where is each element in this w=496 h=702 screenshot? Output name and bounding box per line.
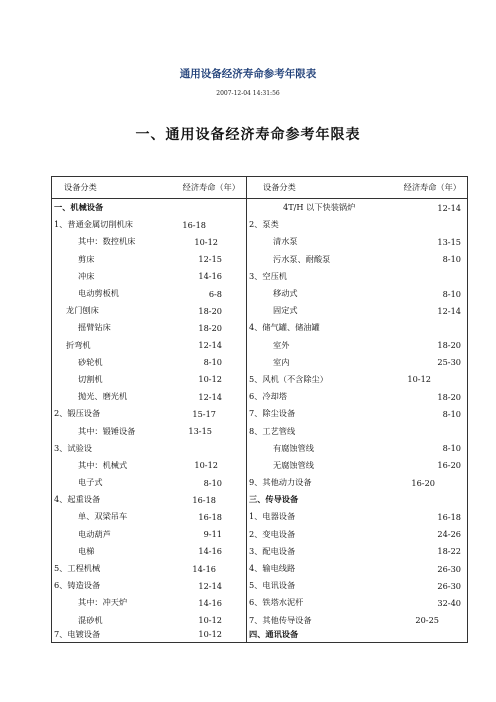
right-equipment-name: 污水泵、耐酸泵 xyxy=(273,253,331,264)
left-life-years: 8-10 xyxy=(203,357,222,368)
left-equipment-name: 其中：锻锤设备 xyxy=(78,425,136,436)
right-equipment-name: 四、通讯设备 xyxy=(249,628,299,639)
left-equipment-name: 6、铸造设备 xyxy=(54,580,101,591)
right-equipment-name: 3、配电设备 xyxy=(249,545,296,556)
header-right-cell xyxy=(247,177,468,199)
left-cell xyxy=(52,560,247,577)
table-row xyxy=(52,612,468,629)
right-cell xyxy=(247,474,468,491)
left-life-years: 15-17 xyxy=(192,408,216,419)
right-cell xyxy=(247,268,468,285)
right-cell xyxy=(247,440,468,457)
right-equipment-name: 三、传导设备 xyxy=(249,494,299,505)
left-cell xyxy=(52,302,247,319)
left-equipment-name: 摇臂钻床 xyxy=(78,322,111,333)
right-life-years: 16-18 xyxy=(437,511,461,522)
left-cell xyxy=(52,199,247,217)
right-cell xyxy=(247,216,468,233)
left-cell xyxy=(52,337,247,354)
right-equipment-name: 无腐蚀管线 xyxy=(273,459,314,470)
left-equipment-name: 切割机 xyxy=(78,373,103,384)
left-cell xyxy=(52,474,247,491)
left-equipment-name: 其中：冲天炉 xyxy=(78,597,128,608)
right-equipment-name: 5、电讯设备 xyxy=(249,580,296,591)
right-life-years: 26-30 xyxy=(437,580,461,591)
table-row xyxy=(52,354,468,371)
table-row xyxy=(52,268,468,285)
header-right-life: 经济寿命（年） xyxy=(403,182,461,192)
left-life-years: 12-14 xyxy=(198,391,222,402)
left-life-years: 10-12 xyxy=(198,615,222,626)
right-cell xyxy=(247,388,468,405)
right-life-years: 8-10 xyxy=(442,408,461,419)
section-heading: 一、通用设备经济寿命参考年限表 xyxy=(135,127,361,143)
right-life-years: 13-15 xyxy=(437,236,461,247)
left-cell xyxy=(52,319,247,336)
right-life-years: 10-12 xyxy=(407,374,431,385)
right-life-years: 16-20 xyxy=(411,477,435,488)
right-equipment-name: 2、变电设备 xyxy=(249,528,296,539)
right-life-years: 8-10 xyxy=(442,443,461,454)
left-life-years: 14-16 xyxy=(198,546,222,557)
right-cell xyxy=(247,457,468,474)
left-life-years: 10-12 xyxy=(194,236,218,247)
right-equipment-name: 9、其他动力设备 xyxy=(249,477,312,488)
right-equipment-name: 6、铁塔水泥杆 xyxy=(249,597,304,608)
left-cell xyxy=(52,422,247,439)
left-cell xyxy=(52,508,247,525)
right-life-years: 18-20 xyxy=(437,340,461,351)
left-cell xyxy=(52,388,247,405)
left-life-years: 8-10 xyxy=(203,477,222,488)
left-life-years: 10-12 xyxy=(198,629,222,640)
table-row xyxy=(52,371,468,388)
right-equipment-name: 清水泵 xyxy=(273,236,298,247)
right-life-years: 20-25 xyxy=(415,615,439,626)
table-row xyxy=(52,594,468,611)
left-equipment-name: 折弯机 xyxy=(66,339,91,350)
right-cell xyxy=(247,422,468,439)
left-life-years: 12-15 xyxy=(198,254,222,265)
table-row xyxy=(52,543,468,560)
table-row xyxy=(52,285,468,302)
table-row xyxy=(52,629,468,643)
right-life-years: 8-10 xyxy=(442,288,461,299)
left-life-years: 16-18 xyxy=(182,219,206,230)
right-cell xyxy=(247,508,468,525)
left-equipment-name: 电梯 xyxy=(78,545,95,556)
right-life-years: 18-20 xyxy=(437,391,461,402)
left-equipment-name: 混砂机 xyxy=(78,614,103,625)
left-cell xyxy=(52,233,247,250)
right-equipment-name: 7、其他传导设备 xyxy=(249,614,312,625)
right-life-years: 8-10 xyxy=(442,254,461,265)
right-cell xyxy=(247,199,468,217)
left-equipment-name: 电子式 xyxy=(78,477,103,488)
right-life-years: 26-30 xyxy=(437,563,461,574)
right-equipment-name: 4T/H 以下快装锅炉 xyxy=(283,202,356,213)
table-row xyxy=(52,474,468,491)
left-life-years: 12-14 xyxy=(198,580,222,591)
left-cell xyxy=(52,577,247,594)
right-equipment-name: 1、电器设备 xyxy=(249,511,296,522)
right-equipment-name: 固定式 xyxy=(273,305,298,316)
table-row xyxy=(52,491,468,508)
left-cell xyxy=(52,543,247,560)
right-cell xyxy=(247,405,468,422)
table-row xyxy=(52,422,468,439)
left-life-years: 16-18 xyxy=(198,511,222,522)
left-life-years: 10-12 xyxy=(194,460,218,471)
left-life-years: 12-14 xyxy=(198,340,222,351)
header-left-cell xyxy=(52,177,247,199)
left-equipment-name: 其中：机械式 xyxy=(78,459,128,470)
left-equipment-name: 剪床 xyxy=(78,253,95,264)
right-life-years: 25-30 xyxy=(437,357,461,368)
right-equipment-name: 4、储气罐、储油罐 xyxy=(249,322,320,333)
right-cell xyxy=(247,371,468,388)
left-life-years: 14-16 xyxy=(192,563,216,574)
table-row xyxy=(52,388,468,405)
header-left-life: 经济寿命（年） xyxy=(182,182,240,192)
table-row xyxy=(52,440,468,457)
right-life-years: 12-14 xyxy=(437,305,461,316)
left-cell xyxy=(52,285,247,302)
right-cell xyxy=(247,354,468,371)
right-life-years: 16-20 xyxy=(437,460,461,471)
equipment-life-table xyxy=(51,176,468,643)
left-cell xyxy=(52,491,247,508)
left-equipment-name: 单、双梁吊车 xyxy=(78,511,128,522)
right-cell xyxy=(247,251,468,268)
table-row xyxy=(52,508,468,525)
header-right-category: 设备分类 xyxy=(263,182,296,192)
table-row xyxy=(52,233,468,250)
right-equipment-name: 3、空压机 xyxy=(249,270,287,281)
left-life-years: 14-16 xyxy=(198,597,222,608)
right-cell xyxy=(247,233,468,250)
left-cell xyxy=(52,216,247,233)
right-cell xyxy=(247,543,468,560)
left-cell xyxy=(52,405,247,422)
left-cell xyxy=(52,594,247,611)
left-equipment-name: 4、起重设备 xyxy=(54,494,101,505)
right-life-years: 12-14 xyxy=(437,202,461,213)
left-life-years: 18-20 xyxy=(198,322,222,333)
left-life-years: 14-16 xyxy=(198,271,222,282)
right-equipment-name: 7、除尘设备 xyxy=(249,408,296,419)
left-equipment-name: 砂轮机 xyxy=(78,356,103,367)
header-left-category: 设备分类 xyxy=(64,182,97,192)
table-row xyxy=(52,251,468,268)
table-row xyxy=(52,337,468,354)
table-row xyxy=(52,457,468,474)
right-equipment-name: 有腐蚀管线 xyxy=(273,442,314,453)
document-title: 通用设备经济寿命参考年限表 xyxy=(179,68,317,80)
right-equipment-name: 4、输电线路 xyxy=(249,563,296,574)
left-equipment-name: 冲床 xyxy=(78,270,95,281)
left-equipment-name: 3、试验设 xyxy=(54,442,92,453)
table-row xyxy=(52,526,468,543)
right-cell xyxy=(247,577,468,594)
left-equipment-name: 其中：数控机床 xyxy=(78,236,136,247)
left-cell xyxy=(52,629,247,643)
left-cell xyxy=(52,457,247,474)
right-cell xyxy=(247,526,468,543)
table-row xyxy=(52,302,468,319)
right-equipment-name: 室外 xyxy=(273,339,290,350)
table-row xyxy=(52,577,468,594)
left-equipment-name: 一、机械设备 xyxy=(54,202,104,213)
left-life-years: 10-12 xyxy=(198,374,222,385)
right-life-years: 18-22 xyxy=(437,546,461,557)
table-row xyxy=(52,319,468,336)
right-equipment-name: 2、泵类 xyxy=(249,219,279,230)
right-cell xyxy=(247,285,468,302)
left-equipment-name: 抛光、磨光机 xyxy=(78,391,128,402)
left-equipment-name: 2、锻压设备 xyxy=(54,408,101,419)
right-life-years: 32-40 xyxy=(437,597,461,608)
right-cell xyxy=(247,594,468,611)
left-cell xyxy=(52,354,247,371)
left-cell xyxy=(52,440,247,457)
right-cell xyxy=(247,302,468,319)
left-equipment-name: 电动葫芦 xyxy=(78,528,111,539)
left-life-years: 9-11 xyxy=(203,529,222,540)
table-row xyxy=(52,405,468,422)
right-equipment-name: 8、工艺管线 xyxy=(249,425,296,436)
right-cell xyxy=(247,337,468,354)
table-row xyxy=(52,216,468,233)
table-header-row xyxy=(52,177,468,199)
left-cell xyxy=(52,526,247,543)
right-cell xyxy=(247,319,468,336)
right-equipment-name: 5、风机（不含除尘） xyxy=(249,373,328,384)
right-cell xyxy=(247,491,468,508)
left-life-years: 6-8 xyxy=(208,288,222,299)
left-life-years: 16-18 xyxy=(192,494,216,505)
left-life-years: 18-20 xyxy=(198,305,222,316)
left-cell xyxy=(52,268,247,285)
table-row xyxy=(52,560,468,577)
publish-date: 2007-12-04 14:31:56 xyxy=(216,90,280,97)
left-equipment-name: 龙门刨床 xyxy=(66,305,99,316)
left-cell xyxy=(52,612,247,629)
right-cell xyxy=(247,629,468,643)
left-equipment-name: 电动剪板机 xyxy=(78,288,119,299)
table-row xyxy=(52,199,468,217)
right-equipment-name: 移动式 xyxy=(273,288,298,299)
right-cell xyxy=(247,612,468,629)
left-life-years: 13-15 xyxy=(188,426,212,437)
right-equipment-name: 6、冷却塔 xyxy=(249,391,287,402)
left-equipment-name: 5、工程机械 xyxy=(54,563,101,574)
right-life-years: 24-26 xyxy=(437,529,461,540)
left-equipment-name: 7、电镀设备 xyxy=(54,628,101,639)
right-equipment-name: 室内 xyxy=(273,356,290,367)
left-cell xyxy=(52,371,247,388)
left-equipment-name: 1、普通金属切削机床 xyxy=(54,219,133,230)
right-cell xyxy=(247,560,468,577)
left-cell xyxy=(52,251,247,268)
